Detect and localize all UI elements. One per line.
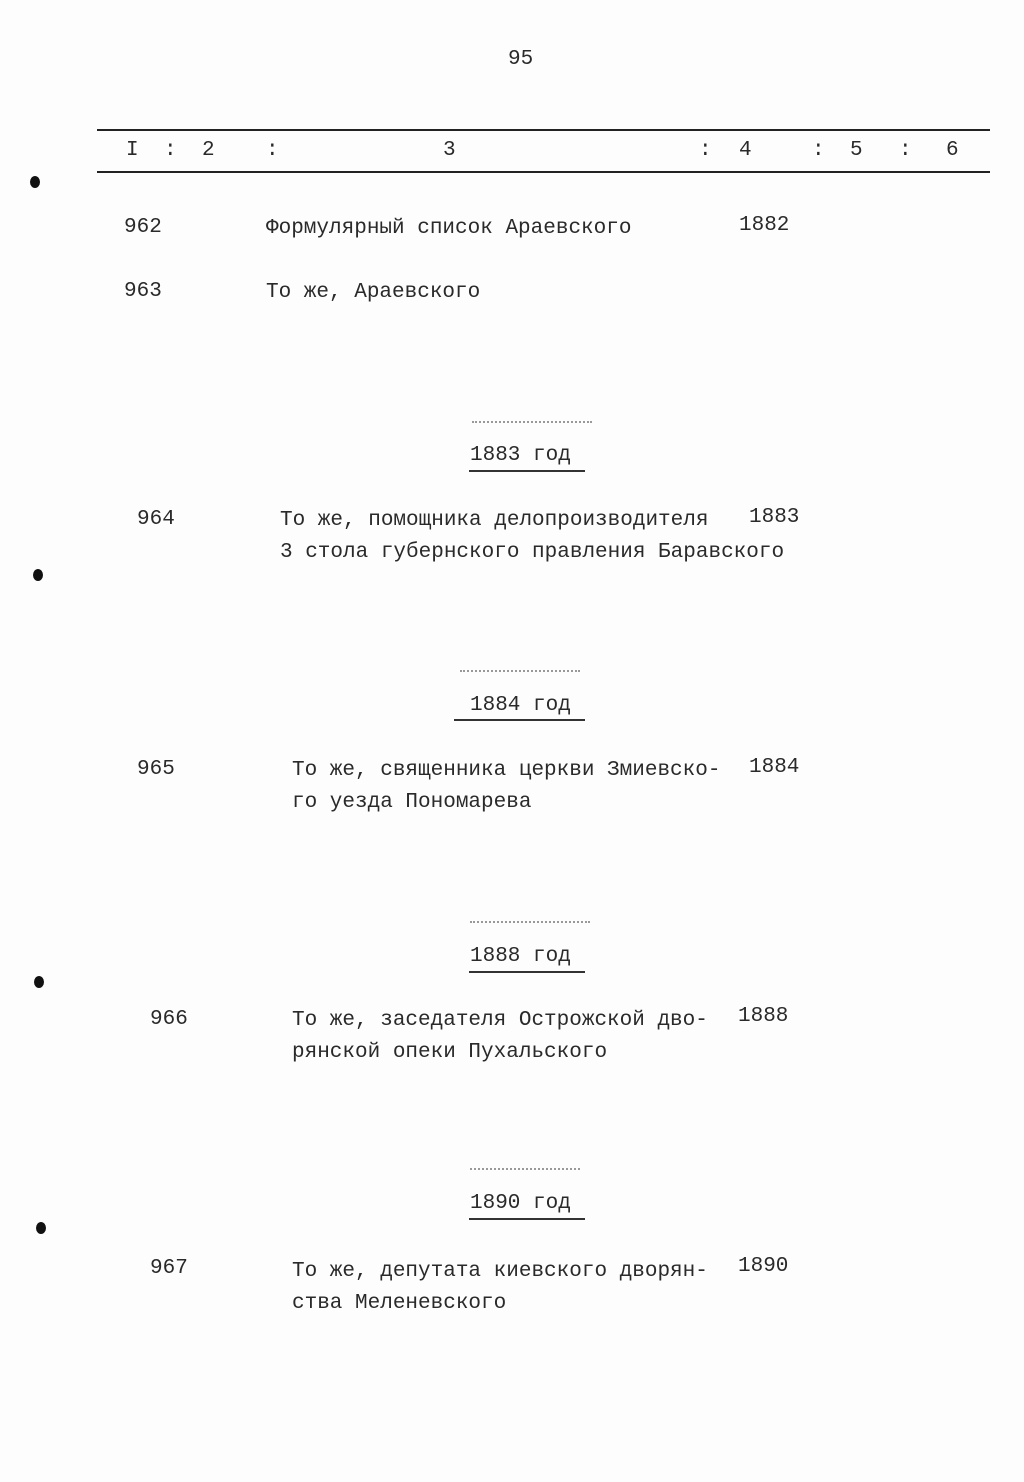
column-header: 5 [850,139,863,162]
column-header: I [126,139,139,162]
column-separator: : [812,139,825,162]
entry-title-line: То же, священника церкви Змиевско- [292,759,721,782]
entry-title: То же, Араевского [266,281,481,304]
entry-title-line: 3 стола губернского правления Баравского [280,541,785,564]
entry-year: 1884 [749,756,800,779]
year-heading-underline [469,1218,585,1220]
entry-year: 1888 [738,1005,789,1028]
column-separator: : [899,139,912,162]
entry-title: Формулярный список Араевского [266,217,632,240]
header-top-rule [97,129,990,131]
binding-hole [36,1222,46,1234]
entry-number: 965 [137,758,175,781]
entry-number: 966 [150,1008,188,1031]
separator-dots [470,1168,580,1170]
separator-dots [470,921,590,923]
column-header: 3 [443,139,456,162]
entry-year: 1890 [738,1255,789,1278]
binding-hole [34,976,44,988]
entry-year: 1882 [739,214,790,237]
year-heading-underline [469,470,585,472]
separator-dots [460,670,580,672]
column-separator: : [699,139,712,162]
year-heading: 1888 год [470,945,571,968]
binding-hole [33,569,43,581]
entry-title-line: рянской опеки Пухальского [292,1041,608,1064]
column-header: 6 [946,139,959,162]
entry-title-line: То же, помощника делопроизводителя [280,509,709,532]
entry-title-line: То же, депутата киевского дворян- [292,1260,708,1283]
column-header: 4 [739,139,752,162]
entry-year: 1883 [749,506,800,529]
year-heading-underline [469,971,585,973]
year-heading: 1884 год [470,694,571,717]
entry-number: 967 [150,1257,188,1280]
entry-number: 963 [124,280,162,303]
entry-title-line: То же, заседателя Острожской дво- [292,1009,708,1032]
entry-number: 964 [137,508,175,531]
binding-hole [30,176,40,188]
column-separator: : [164,139,177,162]
separator-dots [472,421,592,423]
entry-title-line: ства Меленевского [292,1292,507,1315]
entry-title-line: го уезда Пономарева [292,791,532,814]
year-heading-underline [454,719,585,721]
page-number: 95 [508,48,534,71]
column-separator: : [266,139,279,162]
year-heading: 1883 год [470,444,571,467]
year-heading: 1890 год [470,1192,571,1215]
entry-number: 962 [124,216,162,239]
column-header: 2 [202,139,215,162]
header-bottom-rule [97,171,990,173]
